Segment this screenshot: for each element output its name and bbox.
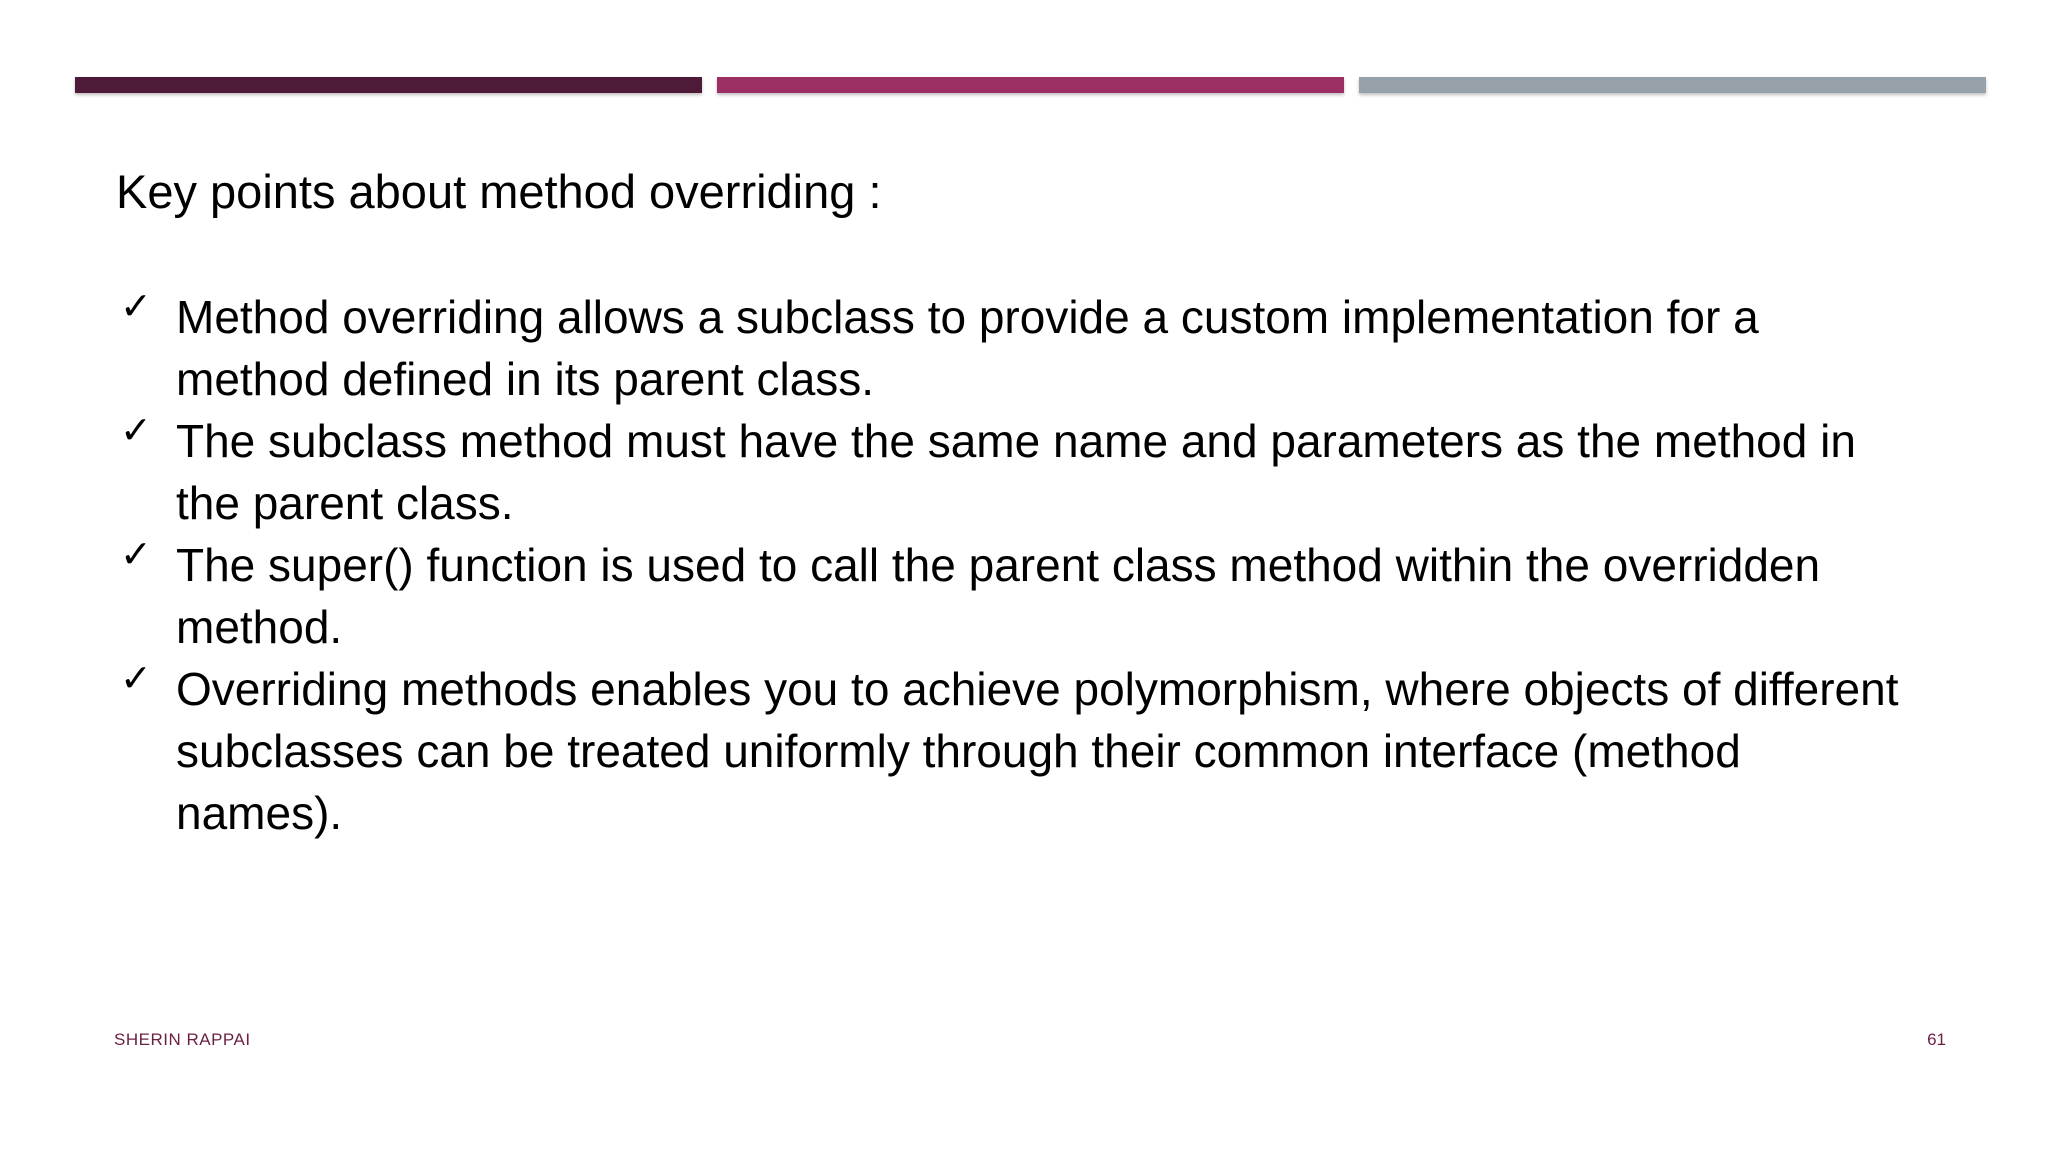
list-item-text: The super() function is used to call the parent class method within the overridden method. (176, 539, 1821, 653)
page-number: 61 (1927, 1030, 1946, 1049)
list-item (116, 534, 1916, 658)
list-item (116, 410, 1916, 534)
top-accent-bar-right (1359, 77, 1986, 93)
top-accent-bar-middle (717, 77, 1344, 93)
list-item-text: Method overriding allows a subclass to provide a custom implementation for a method defined in its parent class. (176, 291, 1759, 405)
list-item (116, 286, 1916, 410)
slide-heading: Key points about method overriding : (116, 165, 882, 218)
check-icon: ✓ (120, 656, 152, 700)
top-accent-bar-left (75, 77, 702, 93)
list-item (116, 658, 1916, 844)
key-points-list (116, 286, 1916, 844)
list-item-text: Overriding methods enables you to achieve polymorphism, where objects of different subclasses can be treated uniformly through their common interface (method names). (176, 663, 1899, 839)
check-icon: ✓ (120, 532, 152, 576)
check-icon: ✓ (120, 408, 152, 452)
list-item-text: The subclass method must have the same name and parameters as the method in the parent class. (176, 415, 1856, 529)
check-icon: ✓ (120, 284, 152, 328)
footer-author: SHERIN RAPPAI (114, 1030, 251, 1049)
